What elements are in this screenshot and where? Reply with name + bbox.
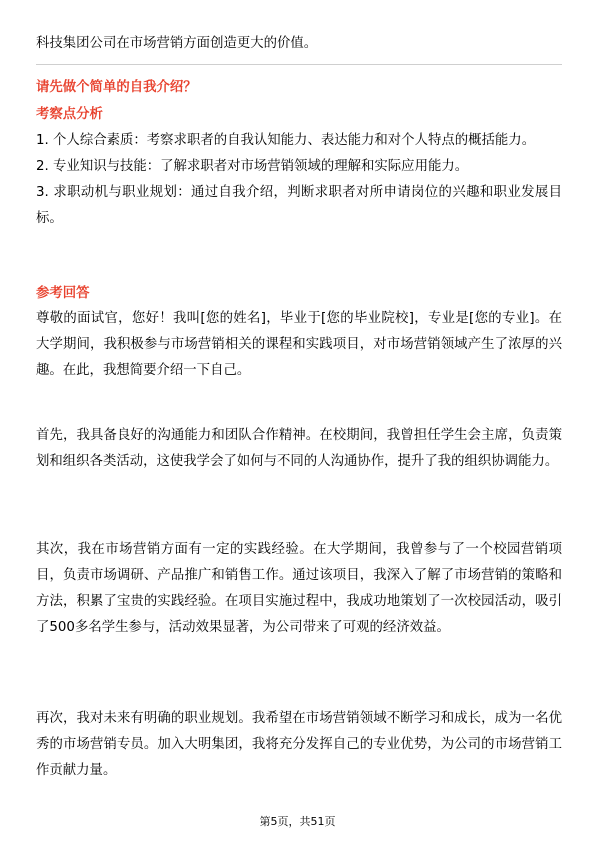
analysis-list <box>36 128 562 232</box>
answer-paragraph <box>36 423 562 475</box>
analysis-heading: 考察点分析 <box>36 107 103 122</box>
question-heading: 请先做个简单的自我介绍？ <box>36 80 197 95</box>
answer-paragraph <box>36 537 562 641</box>
section-divider <box>36 64 562 65</box>
analysis-item: 3. 求职动机与职业规划：通过自我介绍，判断求职者对所申请岗位的兴趣和职业发展目标。 <box>36 185 562 226</box>
answer-paragraph <box>36 306 562 384</box>
answer-paragraph-text: 再次，我对未来有明确的职业规划。我希望在市场营销领域不断学习和成长，成为一名优秀的市场营销专员。加入大明集团，我将充分发挥自己的专业优势，为公司的市场营销工作贡献力量。 <box>36 711 562 778</box>
intro-tail-text: 科技集团公司在市场营销方面创造更大的价值。 <box>36 36 318 51</box>
answer-paragraph-text: 首先，我具备良好的沟通能力和团队合作精神。在校期间，我曾担任学生会主席，负责策划和组织各类活动，这使我学会了如何与不同的人沟通协作，提升了我的组织协调能力。 <box>36 428 562 469</box>
answer-paragraph-text: 其次，我在市场营销方面有一定的实践经验。在大学期间，我曾参与了一个校园营销项目，负责市场调研、产品推广和销售工作。通过该项目，我深入了解了市场营销的策略和方法，积累了宝贵的实践经验。在项目实施过程中，我成功地策划了一次校园活动，吸引了500多名学生参与，活动效果显著，为公司带来了可观的经济效益。 <box>36 542 562 635</box>
analysis-item: 1. 个人综合素质：考察求职者的自我认知能力、表达能力和对个人特点的概括能力。 <box>36 133 536 148</box>
answer-heading: 参考回答 <box>36 286 90 301</box>
answer-paragraph-text: 尊敬的面试官，您好！我叫[您的姓名]，毕业于[您的毕业院校]，专业是[您的专业]。在大学期间，我积极参与市场营销相关的课程和实践项目，对市场营销领域产生了浓厚的兴趣。在此，我想简要介绍一下自己。 <box>36 311 562 378</box>
intro-tail-block <box>36 31 562 57</box>
answer-paragraph <box>36 706 562 784</box>
analysis-item: 2. 专业知识与技能：了解求职者对市场营销领域的理解和实际应用能力。 <box>36 159 469 174</box>
page-footer: 第5页，共51页 <box>259 815 336 828</box>
